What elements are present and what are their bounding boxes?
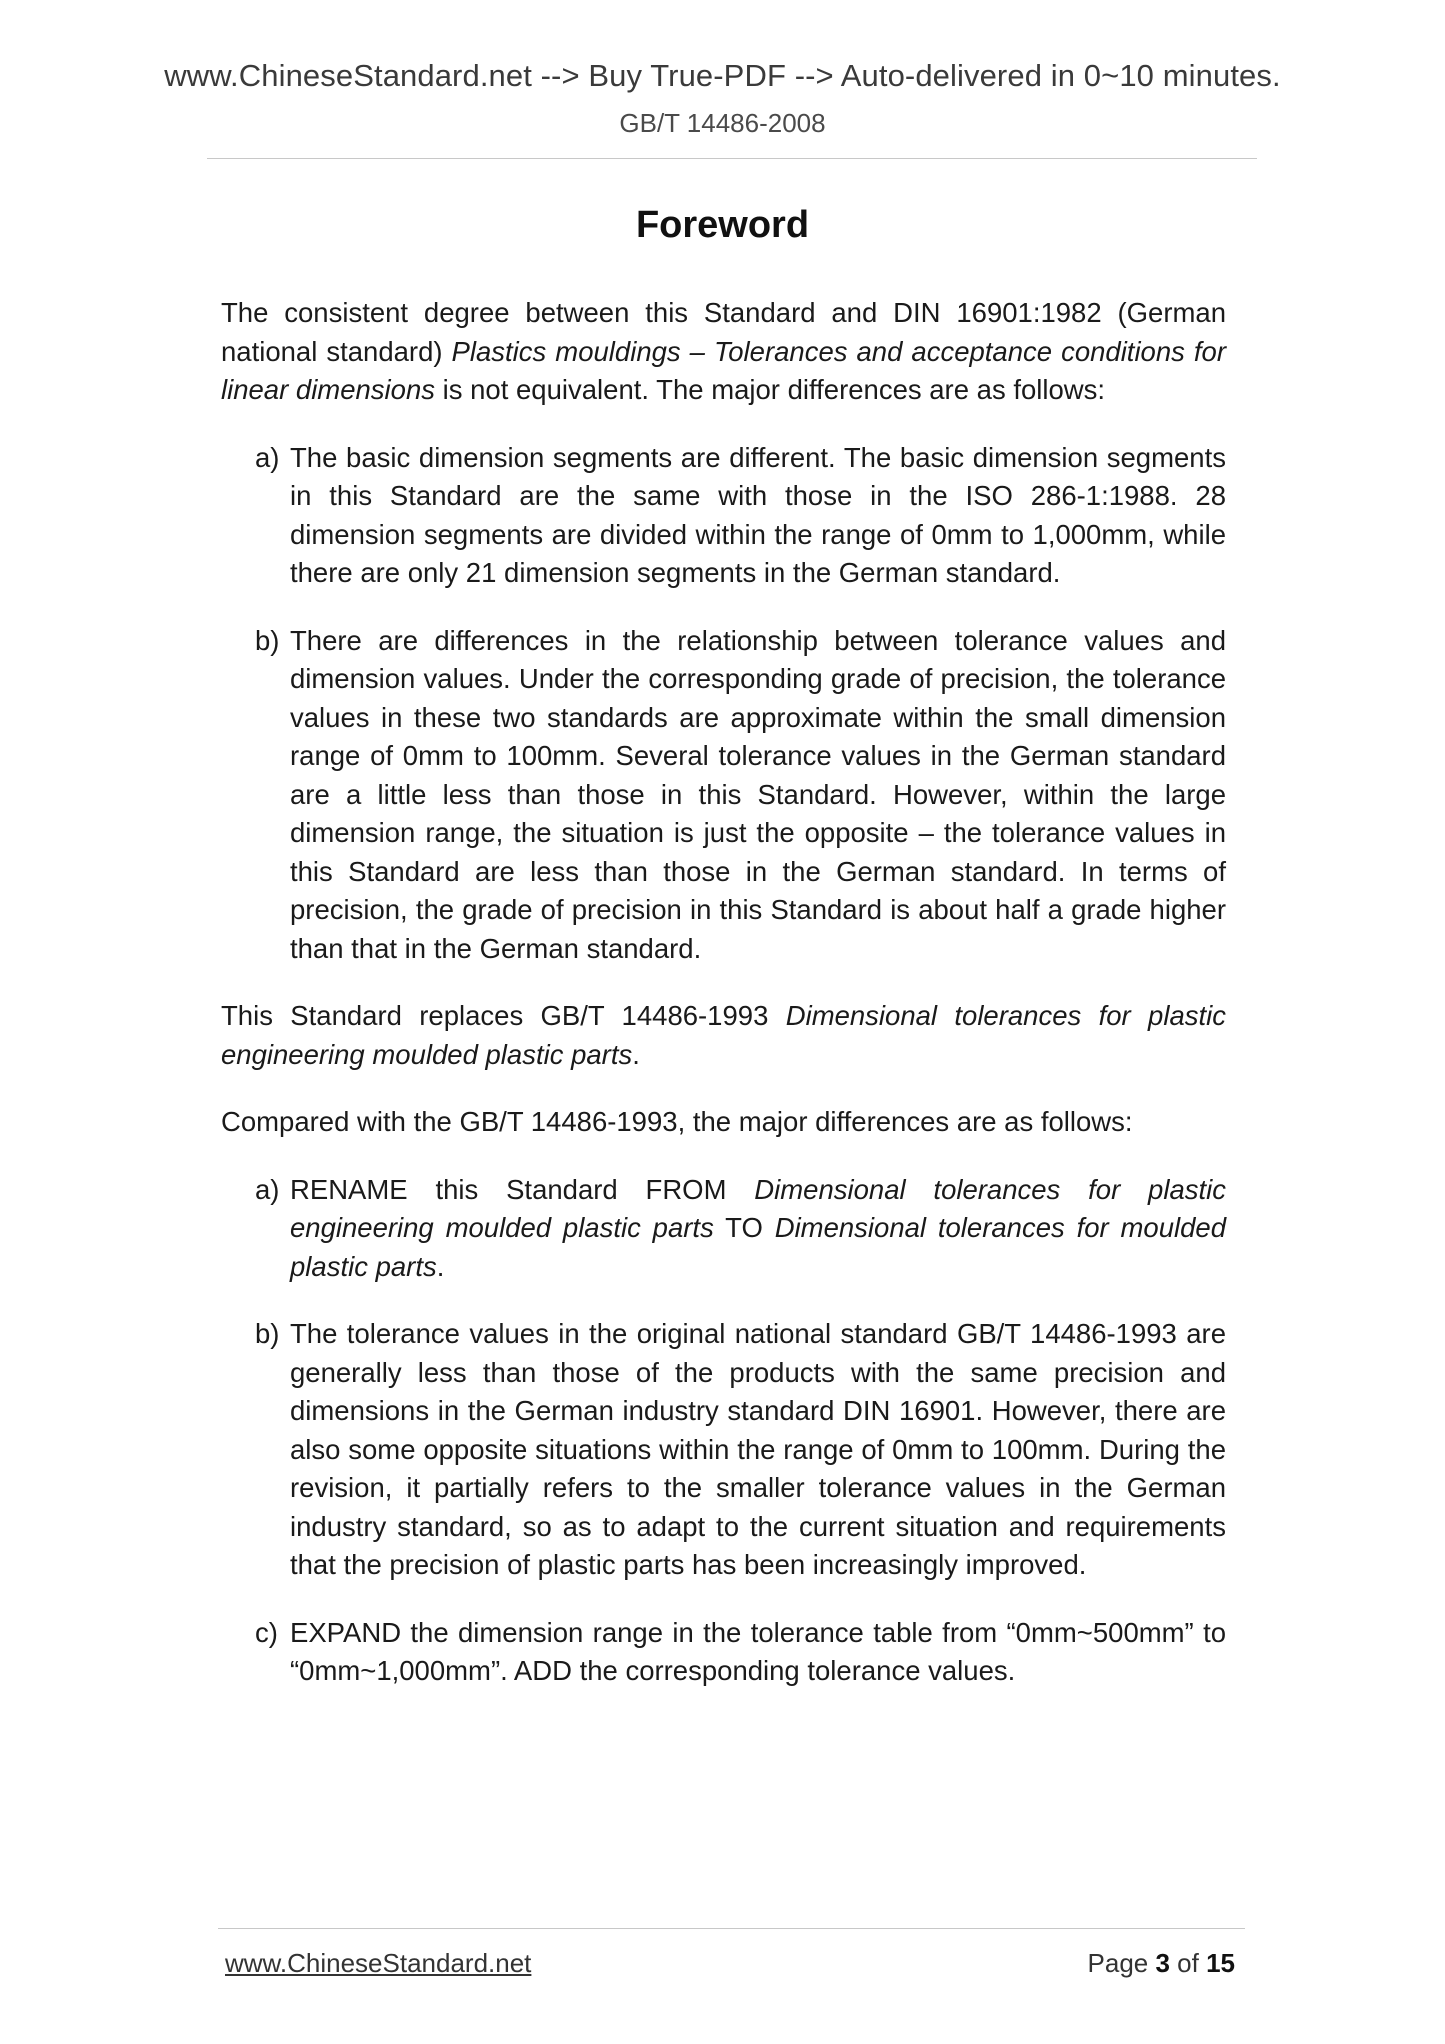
- list-item: [255, 1614, 1226, 1691]
- list-item: [255, 622, 1226, 969]
- rename-text-3: .: [436, 1250, 445, 1282]
- list-item-label: c): [255, 1616, 278, 1648]
- replaces-text-2: .: [632, 1038, 640, 1070]
- current-page: 3: [1155, 1948, 1170, 1978]
- intro-text-1: The consistent degree between this Standard and DIN 16901:1982 (German national standard): [221, 297, 1226, 367]
- rename-text-2: TO: [713, 1212, 775, 1243]
- list-item: [255, 1315, 1226, 1585]
- page-number: [1088, 1948, 1235, 1979]
- list-item-text: The basic dimension segments are different. The basic dimension segments in this Standard are the same with those in the ISO 286-1:1988. 28 dimension segments are divided within the range of 0mm to 1,000mm, while there are only 21 dimension segments in the German standard.: [290, 441, 1226, 588]
- page-of: of: [1169, 1948, 1207, 1978]
- list-item: [255, 439, 1226, 593]
- header-divider: [207, 158, 1257, 159]
- list-item-label: b): [255, 624, 280, 656]
- new-title: Dimensional tolerances for moulded plastic parts: [290, 1212, 1226, 1282]
- document-body: [221, 294, 1226, 1720]
- document-id: GB/T 14486-2008: [619, 108, 826, 138]
- comparison-paragraph: Compared with the GB/T 14486-1993, the major differences are as follows:: [221, 1106, 1133, 1137]
- rename-text-1: RENAME this Standard FROM: [290, 1173, 755, 1205]
- header-banner: www.ChineseStandard.net --> Buy True-PDF --> Auto-delivered in 0~10 minutes.: [164, 58, 1281, 93]
- replaced-standard-title: Dimensional tolerances for plastic engineering moulded plastic parts: [221, 1000, 1226, 1070]
- page-title: Foreword: [635, 204, 810, 246]
- list-item-label: a): [255, 441, 280, 473]
- list-item-text: EXPAND the dimension range in the tolerance table from “0mm~500mm” to “0mm~1,000mm”. ADD the corresponding tolerance values.: [290, 1616, 1226, 1686]
- din-standard-title: Plastics mouldings – Tolerances and acceptance conditions for linear dimensions: [221, 335, 1227, 405]
- old-title: Dimensional tolerances for plastic engineering moulded plastic parts: [290, 1173, 1226, 1243]
- replaces-text-1: This Standard replaces GB/T 14486-1993: [221, 1000, 786, 1031]
- page-prefix: Page: [1087, 1948, 1156, 1978]
- list-item-text: There are differences in the relationship between tolerance values and dimension values. Under the corresponding grade of precision, the tolerance values in these two standards are approximate within the small dimension range of 0mm to 100mm. Several tolerance values in the German standard are a little less than those in this Standard. However, within the large dimension range, the situation is just the opposite – the tolerance values in this Standard are less than those in the German standard. In terms of precision, the grade of precision in this Standard is about half a grade higher than that in the German standard.: [290, 624, 1226, 964]
- total-pages: 15: [1206, 1948, 1235, 1978]
- footer-website-link[interactable]: www.ChineseStandard.net: [225, 1948, 532, 1978]
- replaces-paragraph: [221, 997, 1226, 1074]
- list-item-text: The tolerance values in the original national standard GB/T 14486-1993 are generally less than those of the products with the same precision and dimensions in the German industry standard DIN 16901. However, there are also some opposite situations within the range of 0mm to 100mm. During the revision, it partially refers to the smaller tolerance values in the German industry standard, so as to adapt to the current situation and requirements that the precision of plastic parts has been increasingly improved.: [290, 1318, 1226, 1580]
- footer-divider: [218, 1928, 1245, 1929]
- list-item: [255, 1171, 1226, 1287]
- intro-text-2: is not equivalent. The major differences are as follows:: [435, 374, 1106, 405]
- list-item-label: a): [255, 1173, 280, 1205]
- list-item-label: b): [255, 1318, 280, 1349]
- intro-paragraph: [221, 294, 1226, 410]
